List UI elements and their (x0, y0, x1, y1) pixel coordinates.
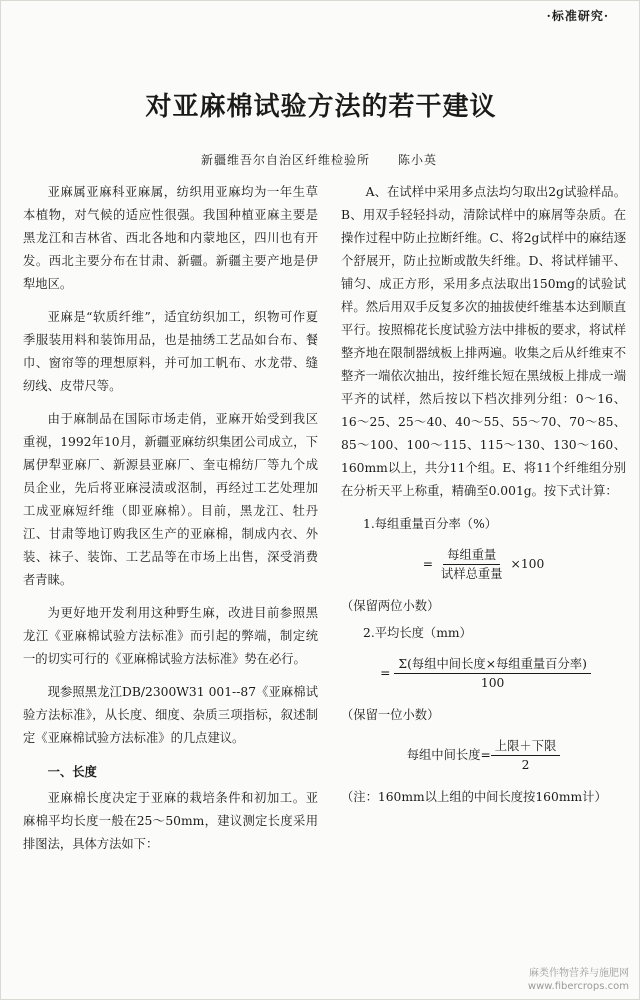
fraction (394, 655, 590, 692)
site-watermark (528, 967, 629, 993)
paragraph: 为更好地开发利用这种野生麻，改进目前参照黑龙江《亚麻棉试验方法标准》而引起的弊端，制定统一的切实可行的《亚麻棉试验方法标准》势在必行。 (23, 606, 318, 666)
denominator: 试样总重量 (441, 567, 503, 581)
numerator: 每组重量 (443, 546, 500, 565)
multiplier: ×100 (510, 557, 545, 571)
paragraph: 亚麻棉长度决定于亚麻的栽培条件和初加工。亚麻棉平均长度一般在25～50mm，建议测定长度采用排图法，具体方法如下： (23, 791, 318, 851)
numerator: Σ(每组中间长度×每组重量百分率) (394, 655, 590, 674)
fraction (437, 546, 507, 583)
formula-mid-length (341, 737, 626, 774)
watermark-line: 麻类作物营养与施肥网 (529, 968, 629, 979)
precision-note: （保留一位小数） (341, 708, 440, 722)
formula-2-label: 2.平均长度（mm） (363, 626, 472, 640)
formula-average-length (341, 655, 626, 692)
numerator: 上限＋下限 (491, 737, 561, 756)
watermark-line: www.fibercrops.com (527, 981, 629, 992)
paragraph: 亚麻是“软质纤维”，适宜纺织加工，织物可作夏季服装用料和装饰用品，也是抽绣工艺品如台布、餐巾、窗帘等的理想原料，并可加工帆布、水龙带、缝纫线、皮带尺等。 (23, 310, 318, 393)
author-line (201, 151, 437, 168)
formula-1-label: 1.每组重量百分率（%） (363, 517, 498, 531)
denominator: 100 (480, 676, 505, 690)
equals-sign: = (380, 666, 391, 680)
paragraph: 现参照黑龙江DB/2300W31 001--87《亚麻棉试验方法标准》，从长度、细度、杂质三项指标，叙述制定《亚麻棉试验方法标准》的几点建议。 (23, 685, 318, 745)
affiliation: 新疆维吾尔自治区纤维检验所 (201, 153, 371, 167)
equals-sign: = (422, 557, 434, 571)
denominator: 2 (521, 758, 530, 772)
paragraph: 由于麻制品在国际市场走俏，亚麻开始受到我区重视，1992年10月，新疆亚麻纺织集团公司成立，下属伊犁亚麻厂、新源县亚麻厂、奎屯棉纺厂等九个成员企业，先后将亚麻浸渍或沤制，再经过工艺处理加工成亚麻短纤维（即亚麻棉）。目前，黑龙江、牡丹江、甘肃等地订购我区生产的亚麻棉，制成内衣、外装、袜子、装饰、工艺品等在市场上出售，深受消费者青睐。 (23, 412, 318, 587)
author-name: 陈小英 (398, 153, 438, 167)
paragraph: A、在试样中采用多点法均匀取出2g试验样品。B、用双手轻轻抖动，清除试样中的麻屑等杂质。在操作过程中防止拉断纤维。C、将2g试样中的麻结逐个舒展开，防止拉断或散失纤维。D、将试样铺平、铺匀、成正方形，采用多点法取出150mg的试验试样。然后用双手反复多次的抽拔使纤维基本达到顺直平行。按照棉花长度试验方法中排板的要求，将试样整齐地在限制器绒板上排两遍。收集之后从纤维束不整齐一端依次抽出，按纤维长短在黑绒板上排成一端平齐的试样，然后按以下档次排列分组：0～16、16～25、25～40、40～55、55～70、70～85、85～100、100～115、115～130、130～160、160mm以上，共分11个组。E、将11个纤维组分别在分析天平上称重，精确至0.001g。按下式计算： (341, 185, 626, 498)
formula-weight-percent (341, 546, 626, 583)
fraction (491, 737, 561, 774)
right-column (341, 181, 626, 813)
paragraph: 亚麻属亚麻科亚麻属，纺织用亚麻均为一年生草本植物，对气候的适应性很强。我国种植亚麻主要是黑龙江和吉林省、西北各地和内蒙地区，四川也有开发。西北主要分布在甘肃、新疆。新疆主要产地是伊犁地区。 (23, 185, 318, 291)
precision-note: （保留两位小数） (341, 599, 440, 613)
article-title: 对亚麻棉试验方法的若干建议 (145, 92, 497, 122)
footnote: （注：160mm以上组的中间长度按160mm计） (341, 790, 607, 804)
section-tag: ·标准研究· (546, 9, 609, 23)
section-heading-length: 一、长度 (47, 764, 97, 779)
left-column (23, 181, 318, 866)
formula-lhs: 每组中间长度= (406, 748, 491, 762)
